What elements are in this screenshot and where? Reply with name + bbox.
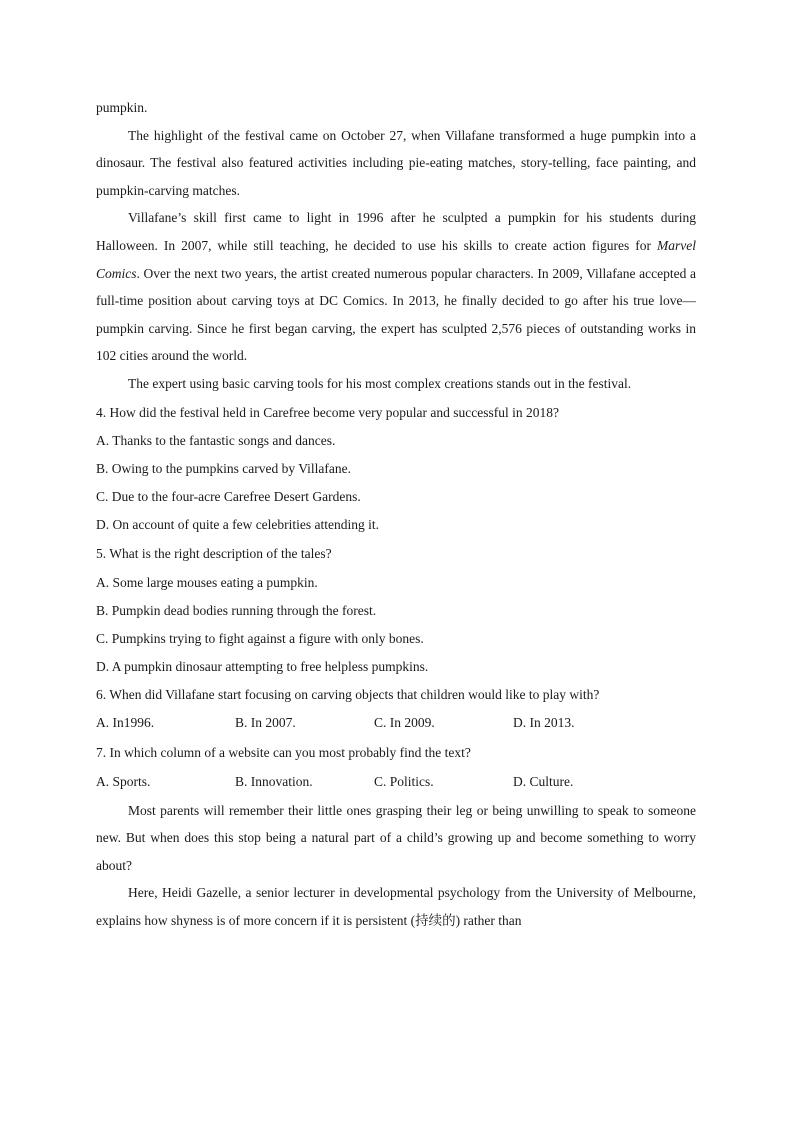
option-c: C. Pumpkins trying to fight against a figure with only bones. [96, 630, 424, 646]
question-stem: 6. When did Villafane start focusing on carving objects that children would like to play with? [96, 686, 600, 702]
passage1-paragraph-1: The highlight of the festival came on October 27, when Villafane transformed a huge pumpkin into a dinosaur. The festival also featured activities including pie-eating matches, story-telling, face painting, and pumpkin-carving matches. [96, 127, 696, 198]
option-row [96, 767, 696, 797]
option-d: D. On account of quite a few celebrities attending it. [96, 517, 380, 533]
marvel-comics-title: Marvel Comics [96, 237, 696, 281]
option-a: A. Some large mouses eating a pumpkin. [96, 574, 318, 590]
option-d: D. A pumpkin dinosaur attempting to free helpless pumpkins. [96, 658, 429, 674]
option-d: D. Culture. [513, 774, 574, 790]
paragraph-2-text-b: . Over the next two years, the artist created numerous popular characters. In 2009, Villafane accepted a full-time position about carving toys at DC Comics. In 2013, he finally decided to go after his true love—pumpkin carving. Since he first began carving, the expert has sculpted 2,576 pieces of outstanding works in 102 cities around the world. [96, 265, 696, 364]
question-stem: 4. How did the festival held in Carefree become very popular and successful in 2018? [96, 404, 559, 420]
question-5 [96, 539, 696, 681]
option-b: B. Innovation. [235, 774, 313, 790]
option-b: B. Owing to the pumpkins carved by Villafane. [96, 461, 352, 477]
passage2-paragraph-1: Most parents will remember their little ones grasping their leg or being unwilling to speak to someone new. But when does this stop being a natural part of a child’s growing up and become something to worry about? [96, 802, 696, 873]
option-d: D. In 2013. [513, 715, 575, 731]
passage2-paragraph-2: Here, Heidi Gazelle, a senior lecturer in developmental psychology from the University of Melbourne, explains how shyness is of more concern if it is persistent (持续的) rather than [96, 885, 696, 928]
option-b: B. Pumpkin dead bodies running through the forest. [96, 602, 377, 618]
option-a: A. Sports. [96, 774, 151, 790]
option-c: C. Politics. [374, 774, 434, 790]
option-b: B. In 2007. [235, 715, 296, 731]
question-stem: 7. In which column of a website can you most probably find the text? [96, 744, 471, 760]
option-c: C. In 2009. [374, 715, 435, 731]
question-7 [96, 738, 696, 797]
passage1-fragment: pumpkin. [96, 100, 148, 115]
option-row [96, 708, 696, 738]
page-content [96, 94, 696, 935]
option-a: A. Thanks to the fantastic songs and dances. [96, 433, 336, 449]
question-4 [96, 398, 696, 540]
paragraph-2-text-a: Villafane’s skill first came to light in 1996 after he sculpted a pumpkin for his students during Halloween. In 2007, while still teaching, he decided to use his skills to create action figures for [96, 210, 696, 253]
option-c: C. Due to the four-acre Carefree Desert Gardens. [96, 489, 361, 505]
option-a: A. In1996. [96, 715, 155, 731]
passage1-paragraph-3: The expert using basic carving tools for his most complex creations stands out in the festival. [128, 375, 632, 391]
passage1-paragraph-2 [96, 204, 696, 370]
question-6 [96, 681, 696, 738]
question-stem: 5. What is the right description of the tales? [96, 546, 332, 562]
